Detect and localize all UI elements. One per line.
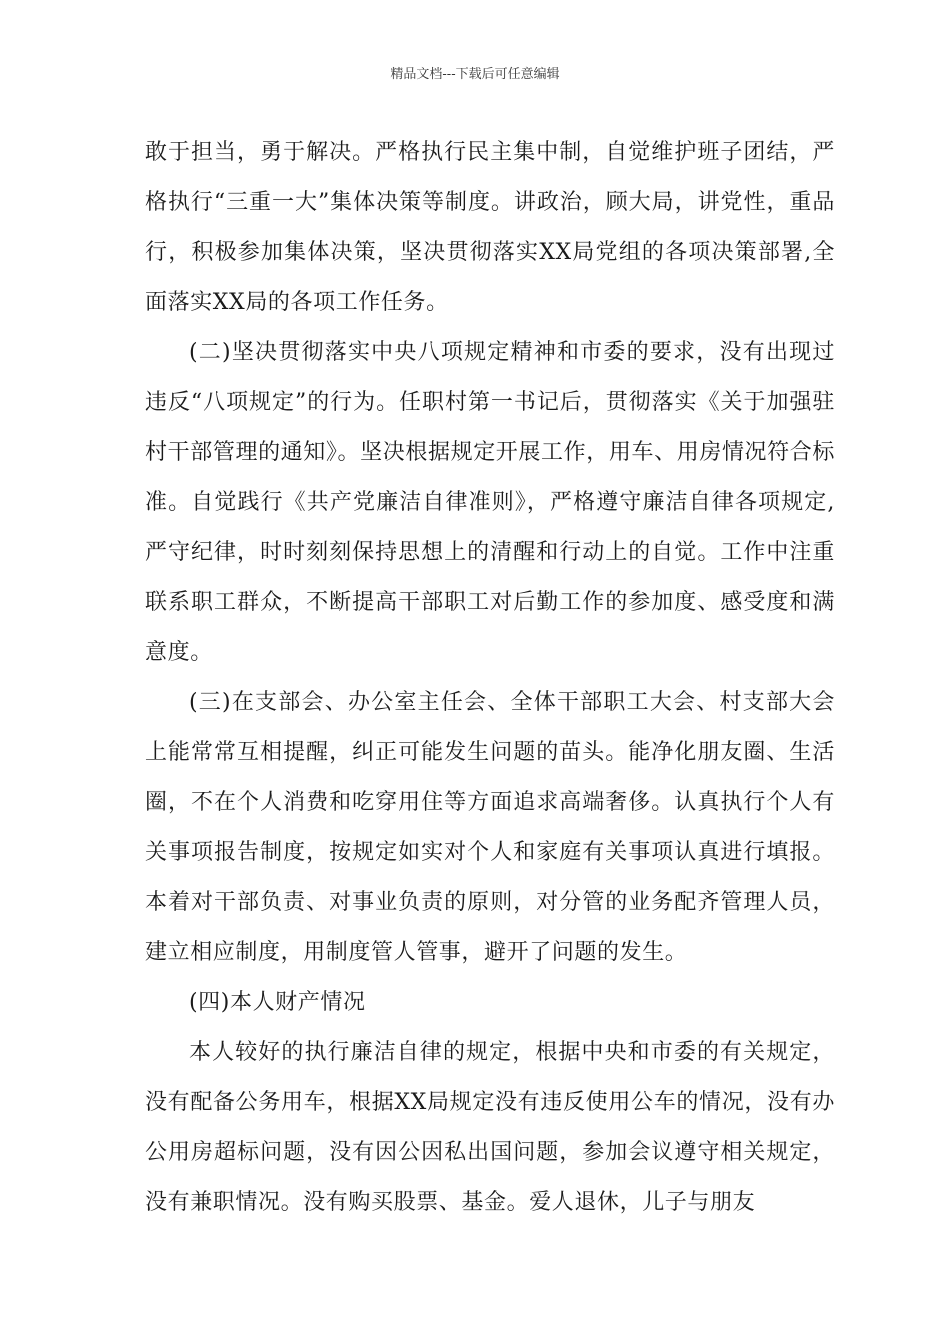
paragraph-section-2: (二)坚决贯彻落实中央八项规定精神和市委的要求，没有出现过违反“八项规定”的行为。任职村第一书记后，贯彻落实《关于加强驻村干部管理的通知》。坚决根据规定开展工作，用车、用房情况符合标准。自觉践行《共产党廉洁自律准则》，严格遵守廉洁自律各项规定,严守纪律，时时刻刻保持思想上的清醒和行动上的自觉。工作中注重联系职工群众，不断提高干部职工对后勤工作的参加度、感受度和满意度。 [145, 340, 835, 665]
paragraph-section-3: (三)在支部会、办公室主任会、全体干部职工大会、村支部大会上能常常互相提醒，纠正可能发生问题的苗头。能净化朋友圈、生活圈，不在个人消费和吃穿用住等方面追求高端奢侈。认真执行个人有关事项报告制度，按规定如实对个人和家庭有关事项认真进行填报。本着对干部负责、对事业负责的原则，对分管的业务配齐管理人员，建立相应制度，用制度管人管事，避开了问题的发生。 [145, 690, 835, 965]
page-header: 精品文档---下载后可任意编辑 [390, 67, 560, 82]
document-body [145, 128, 835, 1228]
paragraph-section-4-heading: (四)本人财产情况 [189, 990, 366, 1015]
paragraph-continuation: 敢于担当，勇于解决。严格执行民主集中制，自觉维护班子团结，严格执行“三重一大”集体决策等制度。讲政治，顾大局，讲党性，重品行，积极参加集体决策，坚决贯彻落实XX局党组的各项决策部署,全面落实XX局的各项工作任务。 [145, 140, 835, 315]
paragraph-section-4-body: 本人较好的执行廉洁自律的规定，根据中央和市委的有关规定，没有配备公务用车，根据XX局规定没有违反使用公车的情况，没有办公用房超标问题，没有因公因私出国问题，参加会议遵守相关规定，没有兼职情况。没有购买股票、基金。爱人退休，儿子与朋友 [145, 1040, 835, 1215]
